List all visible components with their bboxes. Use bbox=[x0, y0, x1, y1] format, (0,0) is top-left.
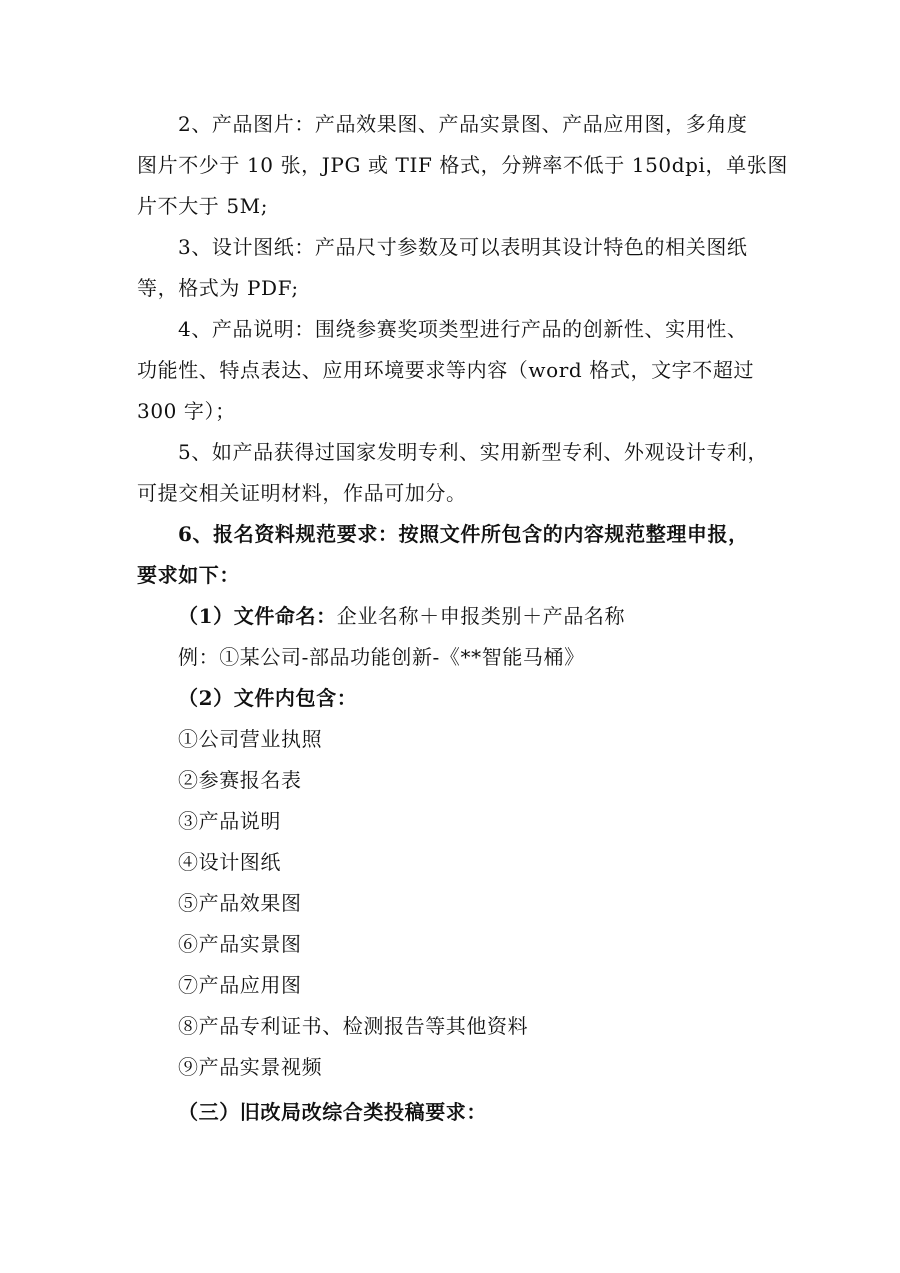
list-item: ⑤产品效果图 bbox=[178, 891, 302, 915]
file-naming-text: 企业名称＋申报类别＋产品名称 bbox=[336, 604, 626, 628]
list-item: ⑦产品应用图 bbox=[178, 973, 302, 997]
item3-line1: 3、设计图纸：产品尺寸参数及可以表明其设计特色的相关图纸 bbox=[178, 235, 748, 259]
item2-line3: 片不大于 5M; bbox=[137, 194, 269, 218]
list-item: ⑨产品实景视频 bbox=[178, 1055, 323, 1079]
item2-line1: 2、产品图片：产品效果图、产品实景图、产品应用图，多角度 bbox=[178, 112, 748, 136]
item5-line1: 5、如产品获得过国家发明专利、实用新型专利、外观设计专利， bbox=[178, 440, 769, 464]
file-naming-rule bbox=[178, 602, 625, 630]
item4-line2: 功能性、特点表达、应用环境要求等内容（word 格式，文字不超过 bbox=[137, 358, 755, 382]
list-item: ③产品说明 bbox=[178, 809, 281, 833]
item2-line2: 图片不少于 10 张，JPG 或 TIF 格式，分辨率不低于 150dpi，单张图 bbox=[137, 153, 788, 177]
list-item: ⑥产品实景图 bbox=[178, 932, 302, 956]
file-naming-label: （1）文件命名： bbox=[178, 604, 337, 628]
item6-line2: 要求如下： bbox=[137, 563, 240, 587]
list-item: ⑧产品专利证书、检测报告等其他资料 bbox=[178, 1014, 529, 1038]
list-item: ②参赛报名表 bbox=[178, 768, 302, 792]
list-item: ①公司营业执照 bbox=[178, 727, 323, 751]
item6-line1: 6、报名资料规范要求：按照文件所包含的内容规范整理申报， bbox=[178, 522, 749, 546]
naming-example: 例：①某公司-部品功能创新-《**智能马桶》 bbox=[178, 645, 585, 669]
contents-heading: （2）文件内包含： bbox=[178, 686, 358, 710]
item4-line1: 4、产品说明：围绕参赛奖项类型进行产品的创新性、实用性、 bbox=[178, 317, 748, 341]
item3-line2: 等，格式为 PDF; bbox=[137, 276, 299, 300]
item4-line3: 300 字）； bbox=[137, 399, 236, 423]
list-item: ④设计图纸 bbox=[178, 850, 281, 874]
item5-line2: 可提交相关证明材料，作品可加分。 bbox=[137, 481, 467, 505]
section3-heading: （三）旧改局改综合类投稿要求： bbox=[178, 1100, 487, 1124]
